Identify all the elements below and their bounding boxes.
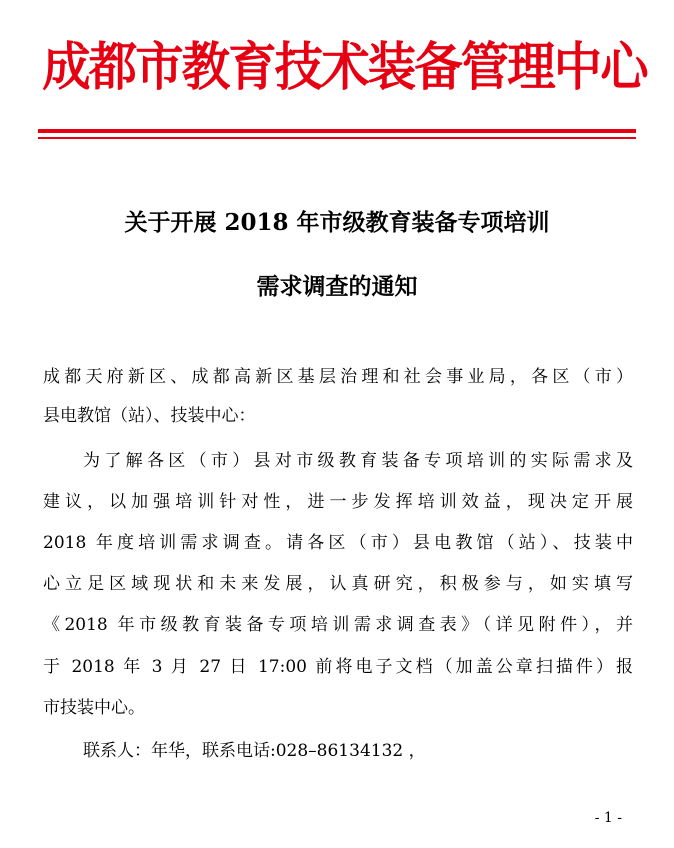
paragraph-line: 为了解各区（市）县对市级教育装备专项培训的实际需求及 [83, 451, 633, 471]
addressee-line-2: 县电教馆（站）、技装中心： [43, 406, 256, 426]
paragraph-line: 《2018 年市级教育装备专项培训需求调查表》（详见附件），并 [43, 615, 633, 635]
contact-line: 联系人：年华，联系电话:028–86134132 ， [83, 741, 426, 761]
page-number: - 1 - [594, 810, 622, 826]
paragraph-line: 建议，以加强培训针对性，进一步发挥培训效益，现决定开展 [43, 492, 633, 512]
paragraph-line: 市技装中心。 [43, 698, 145, 718]
paragraph-line: 2018 年度培训需求调查。请各区（市）县电教馆（站）、技装中 [43, 533, 633, 553]
paragraph-line: 于 2018 年 3 月 27 日 17:00 前将电子文档（加盖公章扫描件）报 [43, 657, 633, 677]
notice-title-line-2: 需求调查的通知 [256, 273, 418, 300]
notice-title-line-1: 关于开展 2018 年市级教育装备专项培训 [124, 209, 550, 236]
paragraph-line: 心立足区域现状和未来发展，认真研究，积极参与，如实填写 [43, 574, 633, 594]
addressee-line-1: 成都天府新区、成都高新区基层治理和社会事业局，各区（市） [43, 367, 633, 387]
masthead-rule-thick [38, 129, 636, 133]
masthead-rule-thin [38, 137, 636, 139]
masthead-org-name: 成都市教育技术装备管理中心 [42, 38, 647, 98]
